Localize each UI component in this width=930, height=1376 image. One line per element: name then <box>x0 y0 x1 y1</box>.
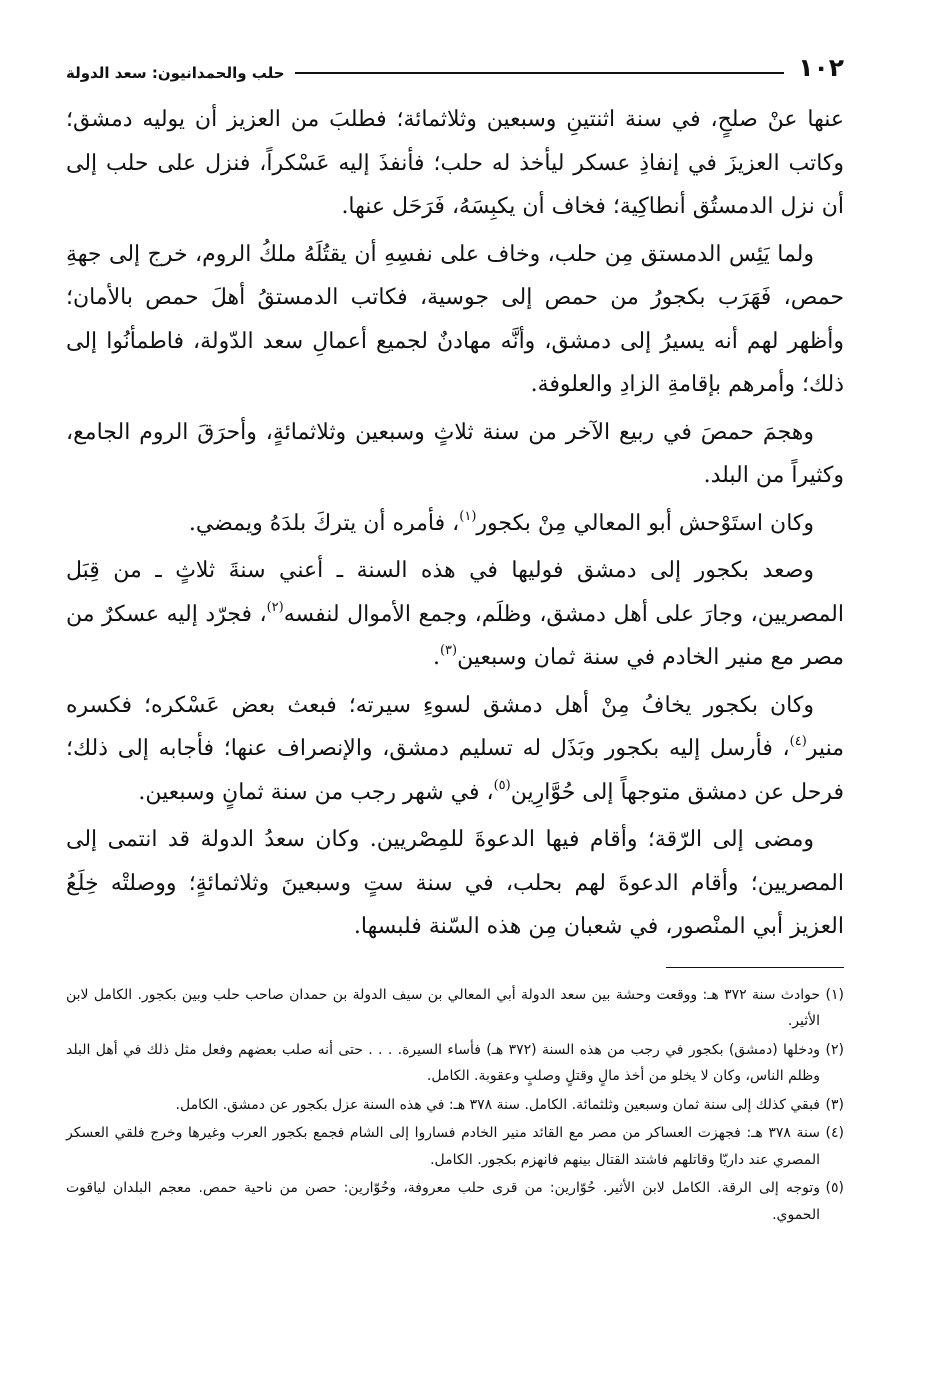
footnote <box>66 982 844 1035</box>
paragraph-text: وهجمَ حمصَ في ربيع الآخر من سنة ثلاثٍ وسبعين وثلاثمائةٍ، وأحرَقَ الروم الجامع، وكثيراً من البلد. <box>66 419 844 488</box>
paragraph-text: وكان بكجور يخافُ مِنْ أهل دمشق لسوءِ سيرته؛ فبعث بعض عَسْكره؛ فكسره منير <box>66 692 844 761</box>
paragraph-text: ، فجرّد إليه عسكرٌ من مصر مع منير الخادم في سنة ثمان وسبعين <box>66 601 844 670</box>
footnote-number: (٢) <box>825 1041 844 1058</box>
footnote-text: فبقي كذلك إلى سنة ثمان وسبعين وثلثمائة. الكامل. سنة ٣٧٨ هـ: في هذه السنة عزل بكجور عن دمشق. الكامل. <box>175 1096 820 1113</box>
footnote-ref[interactable]: (٤) <box>789 734 807 749</box>
paragraph <box>66 502 844 546</box>
paragraph <box>66 684 844 815</box>
main-text <box>66 98 844 949</box>
footnote-separator <box>666 967 844 968</box>
running-title: حلب والحمدانيون: سعد الدولة <box>66 64 285 82</box>
footnote <box>66 1092 844 1119</box>
footnote-number: (٥) <box>825 1180 844 1196</box>
footnote-ref[interactable]: (٣) <box>439 643 458 658</box>
footnote-ref[interactable]: (٥) <box>493 777 511 793</box>
paragraph-text: وكان استَوْحش أبو المعالي مِنْ بكجور <box>476 510 814 536</box>
footnote-text: ودخلها (دمشق) بكجور في رجب من هذه السنة (٣٧٢ هـ) فأساء السيرة. . . . حتى أنه صلب بعضهم وفعل مثل ذلك في أهل البلد وظلم الناس، وكان لا يخلو من أخذ مالٍ وقتلٍ وصلبٍ وعقوبة. الكامل. <box>66 1041 821 1084</box>
footnote-text: وتوجه إلى الرقة. الكامل لابن الأثير. حُوّارين: من قرى حلب معروفة، وحُوّارين: حصن من ناحية حمص. معجم البلدان لياقوت الحموي. <box>66 1180 820 1223</box>
paragraph-text: ولما يَئِس الدمستق مِن حلب، وخاف على نفسِهِ أن يقتُلَهُ ملكُ الروم، خرج إلى جهةِ حمص، فَهَرَب بكجورُ من حمص إلى جوسية، فكاتب الدمستقُ أهلَ حمص بالأمان؛ وأظهر لهم أنه يسيرُ إلى دمشق، وأنَّه مهادنٌ لجميع أعمالِ سعد الدّولة، فاطمأنُوا إلى ذلك؛ وأمرهم بإقامةِ الزادِ والعلوفة. <box>66 241 844 397</box>
paragraph <box>66 818 844 949</box>
footnote-text: سنة ٣٧٨ هـ: فجهزت العساكر من مصر مع القائد منير الخادم فساروا إلى الشام فجمع بكجور العرب وغيرها وخرج فلقي العسكر المصري عند داريّا وقاتلهم فاشتد القتال بينهم فانهزم بكجور. الكامل. <box>66 1125 820 1168</box>
footnote-number: (٤) <box>825 1125 844 1141</box>
footnote-ref[interactable]: (٢) <box>266 599 284 615</box>
footnote-number: (١) <box>825 986 844 1003</box>
footnote-number: (٣) <box>825 1096 844 1113</box>
footnote-text: حوادث سنة ٣٧٢ هـ: ووقعت وحشة بين سعد الدولة أبي المعالي بن سيف الدولة بن حمدان صاحب حلب وبين بكجور. الكامل لابن الأثير. <box>66 986 820 1029</box>
book-page <box>66 42 844 1230</box>
paragraph-text: ، فأمره أن يتركَ بلدَهُ ويمضي. <box>188 510 460 536</box>
paragraph-text: . <box>432 645 440 670</box>
header-rule <box>295 72 785 74</box>
paragraph-text: ، فأرسل إليه بكجور وبَذَل له تسليم دمشق، والإنصراف عنها؛ فأجابه إلى ذلك؛ فرحل عن دمشق متوجهاً إلى حُوَّارِين <box>66 736 844 805</box>
paragraph <box>66 549 844 680</box>
paragraph <box>66 411 844 498</box>
paragraph-text: ، في شهر رجب من سنة ثمانٍ وسبعين. <box>138 779 494 805</box>
paragraph <box>66 98 844 229</box>
footnote <box>66 1120 844 1173</box>
running-header <box>66 42 844 82</box>
page-number: ١٠٢ <box>798 53 844 82</box>
footnote-ref[interactable]: (١) <box>459 508 477 524</box>
paragraph <box>66 233 844 407</box>
footnotes <box>66 982 844 1229</box>
footnote <box>66 1037 844 1090</box>
paragraph-text: ومضى إلى الرّقة؛ وأقام فيها الدعوةَ للمِصْريين. وكان سعدُ الدولة قد انتمى إلى المصريين؛ وأقام الدعوةَ لهم بحلب، في سنة ستٍ وسبعينَ وثلاثمائةٍ؛ ووصلتْه خِلَعُ العزيز أبي المنْصور، في شعبان مِن هذه السّنة فلبسها. <box>66 827 844 939</box>
paragraph-text: عنها عنْ صلحٍ، في سنة اثنتينِ وسبعين وثلاثمائة؛ فطلبَ من العزيز أن يوليه دمشق؛ وكاتب العزيزَ في إنفاذِ عسكر ليأخذ له حلب؛ فأنفذَ إليه عَسْكراً، فنزل على حلب إلى أن نزل الدمستُق أنطاكِية؛ فخاف أن يكبِسَهُ، فَرَحَل عنها. <box>66 107 844 219</box>
footnote <box>66 1175 844 1228</box>
paragraph-text: وصعد بكجور إلى دمشق فوليها في هذه السنة ـ أعني سنةَ ثلاثٍ ـ من قِبَل المصريين، وجارَ على أهل دمشق، وظلَم، وجمع الأموال لنفسه <box>66 558 844 627</box>
